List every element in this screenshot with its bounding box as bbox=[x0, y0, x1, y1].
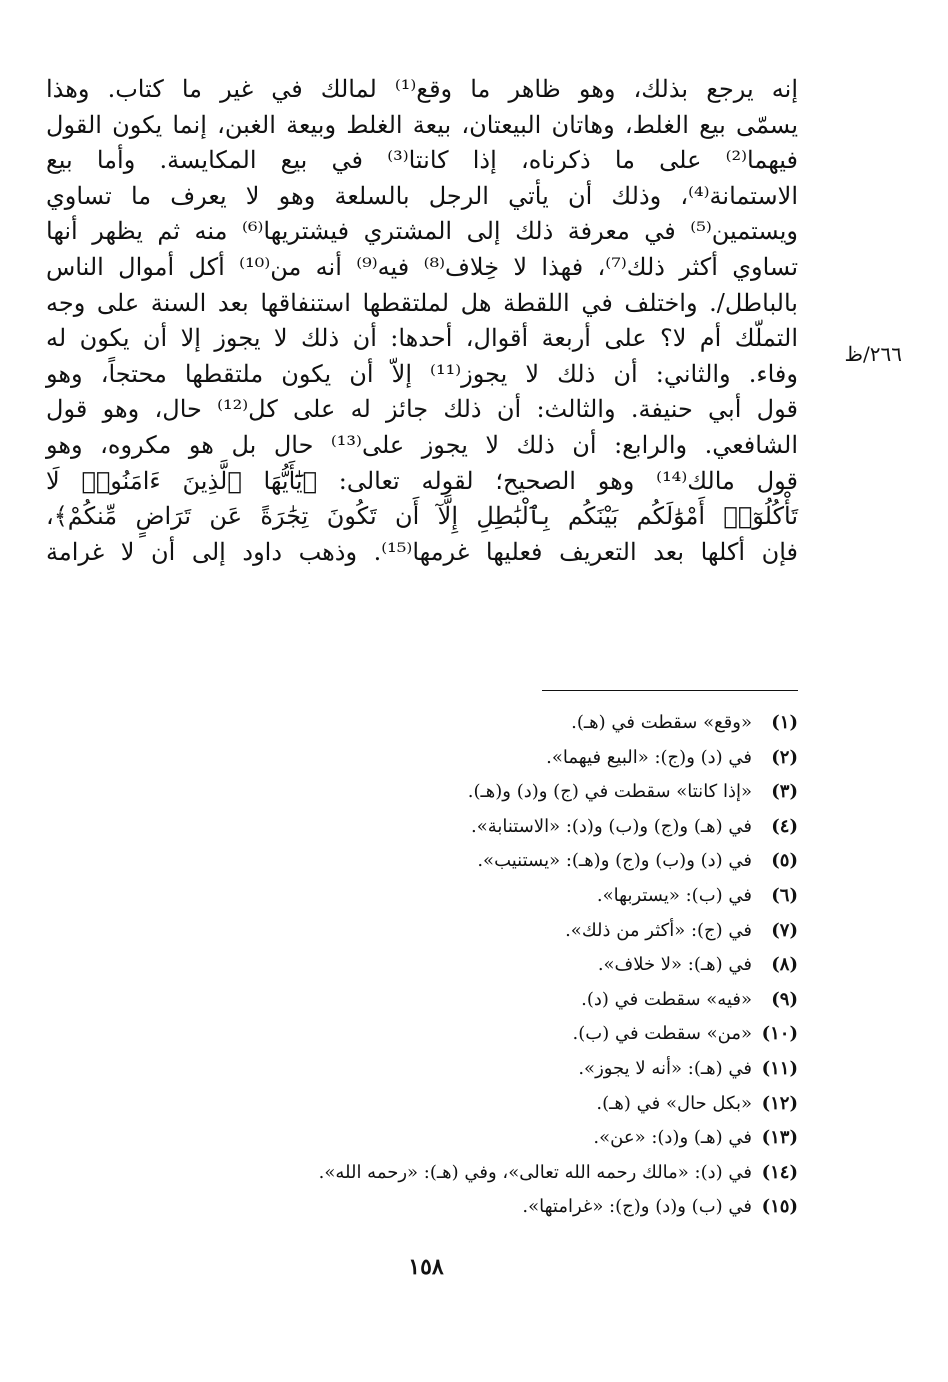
text-line: يسمّى بيع الغلط، وهاتان البيعتان، بيعة الغلط وبيعة الغبن، إنما يكون القول bbox=[46, 110, 798, 139]
manuscript-folio-marker: ٢٦٦/ظ bbox=[844, 342, 902, 366]
footnote-text: في (هـ): «لا خلاف». bbox=[597, 954, 752, 976]
footnote-item bbox=[200, 1017, 798, 1052]
footnote-number: (٥) bbox=[771, 850, 798, 872]
footnote-item bbox=[200, 1087, 798, 1122]
main-text-block bbox=[46, 72, 798, 570]
text-line: تساوي أكثر ذلك⁽⁷⁾، فهذا لا خِلاف⁽⁸⁾ فيه⁽⁹⁾ أنه من⁽¹⁰⁾ أكل أموال الناس bbox=[46, 252, 798, 281]
footnote-number: (١٢) bbox=[761, 1092, 798, 1114]
footnotes-block bbox=[200, 706, 798, 1225]
footnote-item bbox=[200, 810, 798, 845]
text-line: قول مالك⁽¹⁴⁾ وهو الصحيح؛ لقوله تعالى: ﴿يَٰٓأَيُّهَا ٱلَّذِينَ ءَامَنُوا۟ لَا bbox=[46, 466, 798, 495]
footnote-item bbox=[200, 775, 798, 810]
footnote-text: «فيه» سقطت في (د). bbox=[581, 988, 752, 1010]
text-line: الشافعي. والرابع: أن ذلك لا يجوز على⁽¹³⁾ حال بل هو مكروه، وهو bbox=[46, 430, 798, 459]
footnote-text: في (هـ) و(ج) و(ب) و(د): «الاستنابة». bbox=[471, 815, 752, 837]
footnote-item bbox=[200, 1052, 798, 1087]
footnote-text: في (هـ): «أنه لا يجوز». bbox=[578, 1057, 752, 1079]
text-line: الاستمانة⁽⁴⁾، وذلك أن يأتي الرجل بالسلعة وهو لا يعرف ما تساوي bbox=[46, 181, 798, 210]
footnote-item bbox=[200, 1190, 798, 1225]
footnote-number: (١٥) bbox=[761, 1196, 798, 1218]
footnote-text: «من» سقطت في (ب). bbox=[572, 1023, 752, 1045]
text-line: ويستمين⁽⁵⁾ في معرفة ذلك إلى المشتري فيشتريها⁽⁶⁾ منه ثم يظهر أنها bbox=[46, 217, 799, 246]
footnote-item bbox=[200, 706, 798, 741]
footnote-item bbox=[200, 1121, 798, 1156]
text-line: تَأْكُلُوٓا۟ أَمْوَٰلَكُم بَيْنَكُم بِٱلْبَٰطِلِ إِلَّآ أَن تَكُونَ تِجَٰرَةً عَن تَرَاضٍ مِّنكُمْ﴾، bbox=[46, 502, 798, 531]
text-line: وفاء. والثاني: أن ذلك لا يجوز⁽¹¹⁾ إلاّ أن يكون ملتقطها محتجاً، وهو bbox=[46, 359, 798, 388]
footnote-number: (٦) bbox=[771, 884, 798, 906]
footnote-item bbox=[200, 741, 798, 776]
footnote-text: «بكل حال» في (هـ). bbox=[596, 1092, 752, 1114]
footnote-item bbox=[200, 1156, 798, 1191]
footnote-text: في (ب): «يستربها». bbox=[596, 884, 752, 906]
footnote-text: في (ج): «أكثر من ذلك». bbox=[565, 919, 752, 941]
footnote-number: (٨) bbox=[771, 954, 798, 976]
footnote-number: (١١) bbox=[761, 1057, 798, 1079]
text-line: بالباطل/. واختلف في اللقطة هل لملتقطها استنفاقها بعد السنة على وجه bbox=[46, 288, 798, 317]
footnote-text: في (هـ) و(د): «عن». bbox=[593, 1127, 752, 1149]
text-line: التملّك أم لا؟ على أربعة أقوال، أحدها: أن ذلك لا يجوز إلا أن يكون له bbox=[46, 324, 798, 353]
footnote-text: في (د): «مالك رحمه الله تعالى»، وفي (هـ): «رحمه الله». bbox=[318, 1161, 752, 1183]
footnote-item bbox=[200, 844, 798, 879]
footnote-number: (٤) bbox=[771, 815, 798, 837]
footnote-separator bbox=[542, 690, 798, 691]
text-line: إنه يرجع بذلك، وهو ظاهر ما وقع⁽¹⁾ لمالك في غير ما كتاب. وهذا bbox=[46, 75, 799, 103]
footnote-number: (١) bbox=[771, 712, 798, 733]
footnote-number: (٢) bbox=[771, 746, 798, 768]
footnote-item bbox=[200, 948, 798, 983]
footnote-text: في (د) و(ج): «البيع فيهما». bbox=[546, 746, 752, 768]
text-line: فيهما⁽²⁾ على ما ذكرناه، إذا كانتا⁽³⁾ في بيع المكايسة. وأما بيع bbox=[46, 146, 798, 175]
footnote-item bbox=[200, 914, 798, 949]
footnote-number: (١٣) bbox=[761, 1127, 798, 1149]
footnote-number: (٣) bbox=[771, 781, 798, 803]
footnote-number: (١٤) bbox=[761, 1161, 798, 1183]
footnote-item bbox=[200, 983, 798, 1018]
footnote-text: «وقع» سقطت في (هـ). bbox=[571, 712, 752, 733]
text-line: قول أبي حنيفة. والثالث: أن ذلك جائز له على كل⁽¹²⁾ حال، وهو قول bbox=[46, 395, 798, 424]
page-number: ١٥٨ bbox=[408, 1254, 444, 1280]
footnote-text: في (د) و(ب) و(ج) و(هـ): «يستنيب». bbox=[477, 850, 752, 872]
footnote-number: (٧) bbox=[771, 919, 798, 941]
footnote-number: (١٠) bbox=[761, 1023, 798, 1045]
footnote-text: في (ب) و(د) و(ج): «غرامتها». bbox=[522, 1196, 752, 1218]
footnote-item bbox=[200, 879, 798, 914]
footnote-text: «إذا كانتا» سقطت في (ج) و(د) و(هـ). bbox=[467, 781, 752, 803]
footnote-number: (٩) bbox=[771, 988, 798, 1010]
text-line: فإن أكلها بعد التعريف فعليها غرمها⁽¹⁵⁾. وذهب داود إلى أن لا غرامة bbox=[46, 537, 799, 566]
